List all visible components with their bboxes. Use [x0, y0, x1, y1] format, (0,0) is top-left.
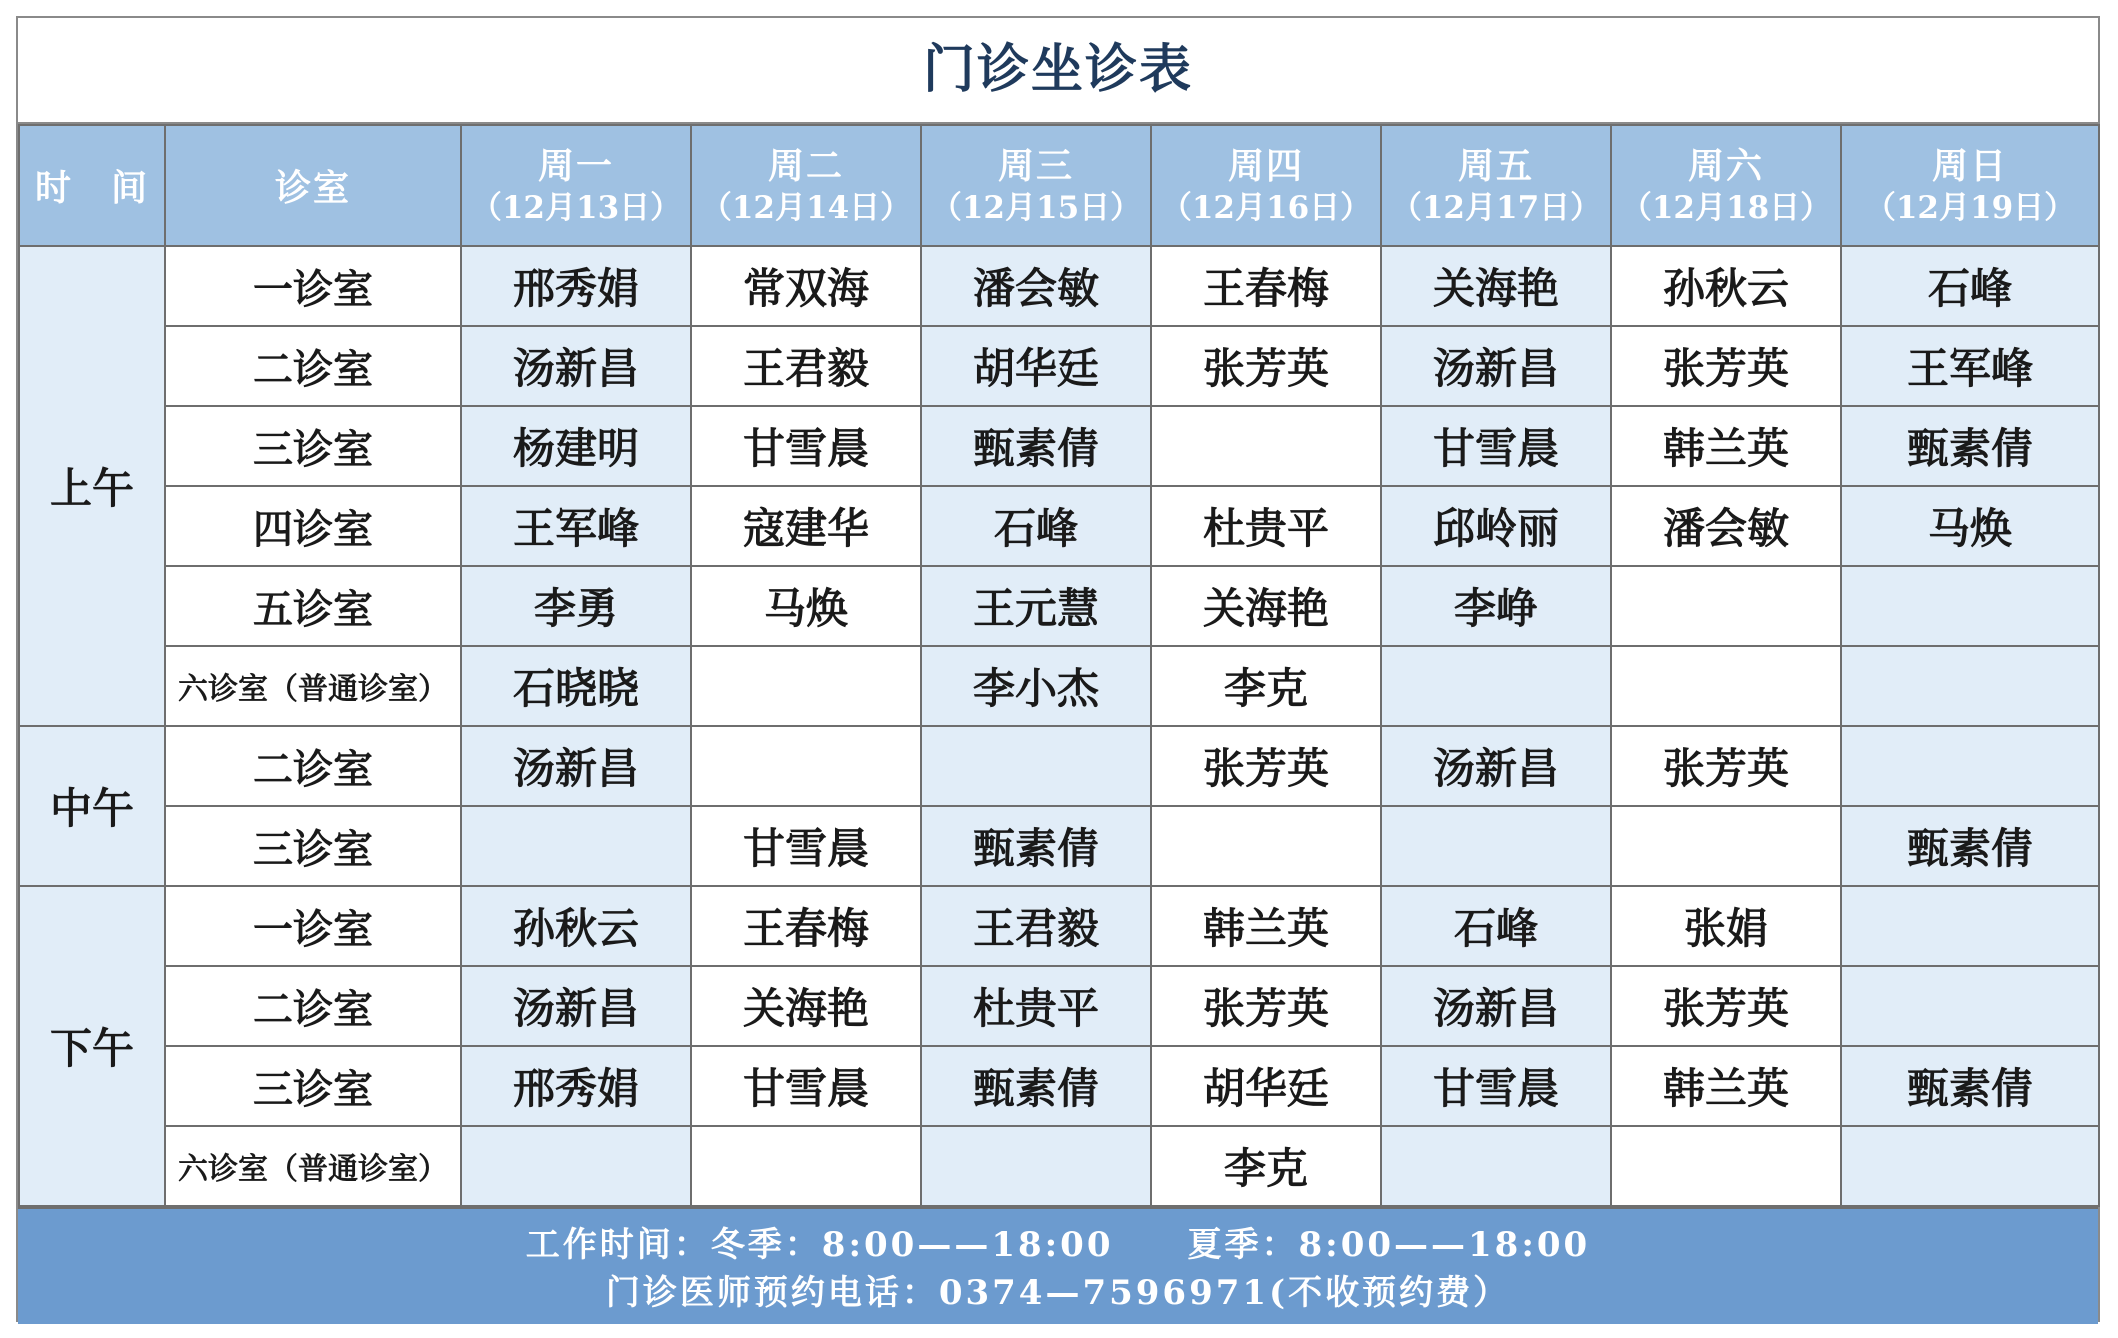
table-row: [19, 486, 2099, 566]
doctor-cell: 潘会敏: [921, 246, 1151, 326]
doctor-cell: [1381, 806, 1611, 886]
doctor-cell: 石峰: [1381, 886, 1611, 966]
doctor-cell: [1841, 566, 2099, 646]
doctor-cell: 邢秀娟: [461, 1046, 691, 1126]
day-date: （12月18日）: [1620, 189, 1832, 226]
day-header: [691, 125, 921, 246]
room-label: 二诊室: [165, 326, 461, 406]
doctor-cell: 汤新昌: [1381, 326, 1611, 406]
doctor-cell: 韩兰英: [1611, 406, 1841, 486]
day-header: [1611, 125, 1841, 246]
doctor-cell: 王君毅: [691, 326, 921, 406]
doctor-cell: 甘雪晨: [1381, 1046, 1611, 1126]
page-title: 门诊坐诊表: [18, 18, 2098, 124]
doctor-cell: 李小杰: [921, 646, 1151, 726]
doctor-cell: 王君毅: [921, 886, 1151, 966]
day-header: [461, 125, 691, 246]
doctor-cell: 汤新昌: [1381, 726, 1611, 806]
room-label: 五诊室: [165, 566, 461, 646]
appointment-phone: 门诊医师预约电话：0374—7596971(不收预约费）: [605, 1273, 1511, 1313]
doctor-cell: [691, 1126, 921, 1206]
table-body: [19, 246, 2099, 1206]
footer: [18, 1207, 2098, 1324]
doctor-cell: 汤新昌: [461, 326, 691, 406]
day-header: [1381, 125, 1611, 246]
doctor-cell: [1841, 646, 2099, 726]
doctor-cell: 王元慧: [921, 566, 1151, 646]
doctor-cell: 汤新昌: [461, 726, 691, 806]
doctor-cell: 杨建明: [461, 406, 691, 486]
day-date: （12月19日）: [1864, 189, 2076, 226]
doctor-cell: 汤新昌: [461, 966, 691, 1046]
doctor-cell: [461, 806, 691, 886]
doctor-cell: 张娟: [1611, 886, 1841, 966]
doctor-cell: 李克: [1151, 1126, 1381, 1206]
time-header: 时 间: [19, 125, 165, 246]
doctor-cell: 胡华廷: [1151, 1046, 1381, 1126]
day-header: [1841, 125, 2099, 246]
doctor-cell: 王军峰: [1841, 326, 2099, 406]
table-row: [19, 246, 2099, 326]
schedule-sheet: [16, 16, 2100, 1322]
doctor-cell: 张芳英: [1611, 326, 1841, 406]
doctor-cell: 汤新昌: [1381, 966, 1611, 1046]
doctor-cell: [1611, 806, 1841, 886]
doctor-cell: 张芳英: [1611, 726, 1841, 806]
doctor-cell: 邢秀娟: [461, 246, 691, 326]
doctor-cell: 杜贵平: [921, 966, 1151, 1046]
doctor-cell: 石峰: [921, 486, 1151, 566]
period-label: 中午: [19, 726, 165, 886]
doctor-cell: 张芳英: [1151, 726, 1381, 806]
doctor-cell: [1841, 966, 2099, 1046]
doctor-cell: 甘雪晨: [1381, 406, 1611, 486]
room-label: 二诊室: [165, 726, 461, 806]
day-date: （12月13日）: [470, 189, 682, 226]
doctor-cell: 甘雪晨: [691, 406, 921, 486]
doctor-cell: 张芳英: [1151, 966, 1381, 1046]
day-name: 周六: [1687, 144, 1764, 187]
day-header: [921, 125, 1151, 246]
table-row: [19, 806, 2099, 886]
room-label: 三诊室: [165, 806, 461, 886]
doctor-cell: 常双海: [691, 246, 921, 326]
room-header: 诊室: [165, 125, 461, 246]
period-label: 下午: [19, 886, 165, 1206]
table-row: [19, 966, 2099, 1046]
doctor-cell: 韩兰英: [1151, 886, 1381, 966]
doctor-cell: 甄素倩: [921, 806, 1151, 886]
room-label: 六诊室（普通诊室）: [165, 646, 461, 726]
doctor-cell: 邱岭丽: [1381, 486, 1611, 566]
doctor-cell: [1611, 566, 1841, 646]
doctor-cell: 杜贵平: [1151, 486, 1381, 566]
doctor-cell: 甘雪晨: [691, 806, 921, 886]
doctor-cell: [1841, 886, 2099, 966]
doctor-cell: 李克: [1151, 646, 1381, 726]
room-label: 一诊室: [165, 246, 461, 326]
doctor-cell: 胡华廷: [921, 326, 1151, 406]
doctor-cell: 甄素倩: [921, 1046, 1151, 1126]
doctor-cell: [461, 1126, 691, 1206]
day-header: [1151, 125, 1381, 246]
table-row: [19, 886, 2099, 966]
doctor-cell: 石晓晓: [461, 646, 691, 726]
day-name: 周日: [1931, 144, 2008, 187]
doctor-cell: 孙秋云: [1611, 246, 1841, 326]
room-label: 六诊室（普通诊室）: [165, 1126, 461, 1206]
doctor-cell: 石峰: [1841, 246, 2099, 326]
doctor-cell: 李峥: [1381, 566, 1611, 646]
doctor-cell: 关海艳: [1381, 246, 1611, 326]
period-label: 上午: [19, 246, 165, 726]
doctor-cell: [1841, 1126, 2099, 1206]
doctor-cell: [1611, 646, 1841, 726]
doctor-cell: [1841, 726, 2099, 806]
table-row: [19, 1126, 2099, 1206]
day-name: 周二: [767, 144, 844, 187]
doctor-cell: 马焕: [691, 566, 921, 646]
doctor-cell: 孙秋云: [461, 886, 691, 966]
doctor-cell: 马焕: [1841, 486, 2099, 566]
schedule-table: [18, 124, 2100, 1207]
doctor-cell: 甄素倩: [1841, 1046, 2099, 1126]
doctor-cell: 王军峰: [461, 486, 691, 566]
day-date: （12月15日）: [930, 189, 1142, 226]
doctor-cell: [691, 646, 921, 726]
doctor-cell: 王春梅: [1151, 246, 1381, 326]
doctor-cell: 王春梅: [691, 886, 921, 966]
room-label: 四诊室: [165, 486, 461, 566]
day-name: 周五: [1457, 144, 1534, 187]
room-label: 二诊室: [165, 966, 461, 1046]
day-date: （12月17日）: [1390, 189, 1602, 226]
doctor-cell: [921, 1126, 1151, 1206]
doctor-cell: [1151, 406, 1381, 486]
table-header: [19, 125, 2099, 246]
day-name: 周三: [997, 144, 1074, 187]
working-hours: 工作时间：冬季：8:00——18:00 夏季：8:00——18:00: [525, 1225, 1591, 1265]
doctor-cell: [1611, 1126, 1841, 1206]
room-label: 一诊室: [165, 886, 461, 966]
doctor-cell: 甄素倩: [921, 406, 1151, 486]
room-label: 三诊室: [165, 1046, 461, 1126]
doctor-cell: [921, 726, 1151, 806]
doctor-cell: [1381, 646, 1611, 726]
day-date: （12月16日）: [1160, 189, 1372, 226]
doctor-cell: [1381, 1126, 1611, 1206]
table-row: [19, 326, 2099, 406]
doctor-cell: 张芳英: [1151, 326, 1381, 406]
day-date: （12月14日）: [700, 189, 912, 226]
doctor-cell: 甄素倩: [1841, 406, 2099, 486]
doctor-cell: 张芳英: [1611, 966, 1841, 1046]
doctor-cell: 甄素倩: [1841, 806, 2099, 886]
doctor-cell: 寇建华: [691, 486, 921, 566]
doctor-cell: 关海艳: [1151, 566, 1381, 646]
doctor-cell: 李勇: [461, 566, 691, 646]
table-row: [19, 646, 2099, 726]
table-row: [19, 566, 2099, 646]
day-name: 周四: [1227, 144, 1304, 187]
table-row: [19, 726, 2099, 806]
doctor-cell: 甘雪晨: [691, 1046, 921, 1126]
room-label: 三诊室: [165, 406, 461, 486]
doctor-cell: 韩兰英: [1611, 1046, 1841, 1126]
day-name: 周一: [537, 144, 614, 187]
doctor-cell: [691, 726, 921, 806]
doctor-cell: 关海艳: [691, 966, 921, 1046]
table-row: [19, 1046, 2099, 1126]
table-row: [19, 406, 2099, 486]
doctor-cell: [1151, 806, 1381, 886]
doctor-cell: 潘会敏: [1611, 486, 1841, 566]
